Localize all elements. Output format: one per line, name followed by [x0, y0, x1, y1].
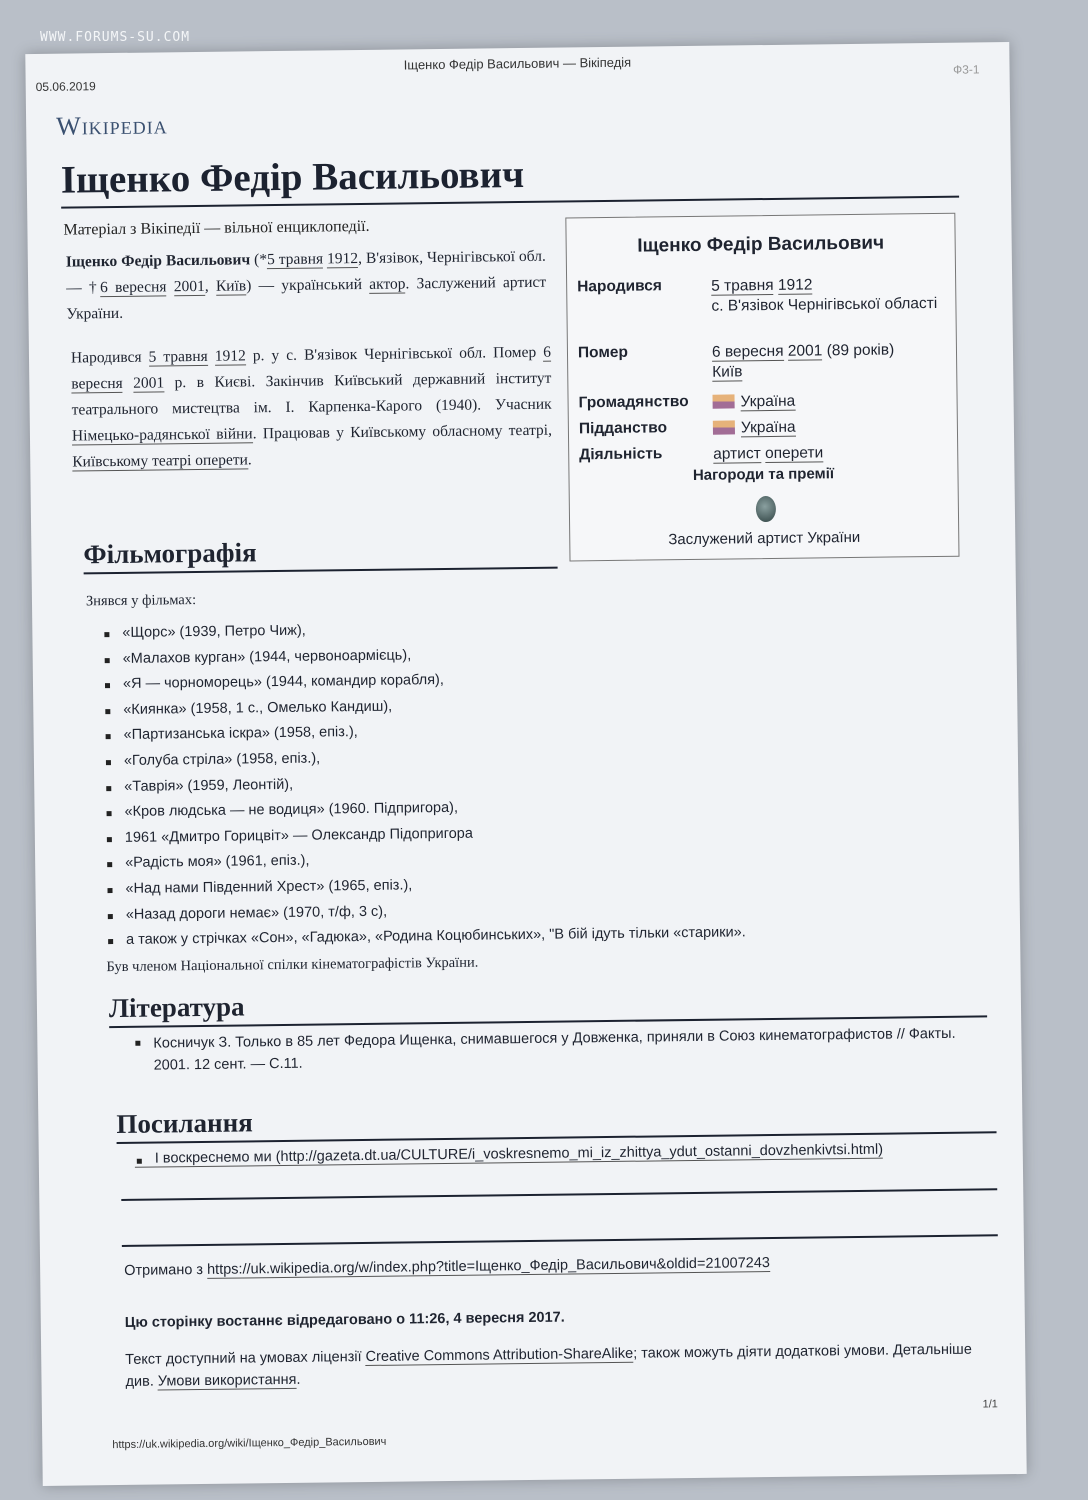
list-item: «Над нами Південний Хрест» (1965, епіз.),: [105, 872, 885, 907]
awards-label: Нагороди та премії: [692, 465, 835, 484]
death-year-link[interactable]: 2001: [173, 277, 205, 296]
death-place-link[interactable]: Київ: [215, 277, 247, 295]
retrieved-label: Отримано з: [124, 1261, 208, 1279]
literature-item: Косничук З. Только в 85 лет Федора Ищенка, снимавшегося у Довженка, приняли в Союз кинематографистов // Факты. 2001. 12 сент. — С.11.: [133, 1023, 973, 1077]
filmography-list: [102, 616, 886, 958]
watermark: WWW.FORUMS-SU.COM: [40, 30, 191, 45]
list-item: «Назад дороги немає» (1970, т/ф, 3 с),: [106, 897, 886, 932]
medal-icon: [756, 496, 776, 522]
bio-text: р. у с. В'язівок Чернігівської обл. Помер: [245, 343, 544, 365]
tagline: Матеріал з Вікіпедії — вільної енциклопедії.: [63, 217, 370, 239]
list-item: а також у стрічках «Сон», «Гадюка», «Родина Коцюбинських», "В бій ідуть тільки «старики».: [106, 923, 886, 958]
list-item: «Я — чорноморець» (1944, командир корабля),: [103, 667, 883, 702]
war-link[interactable]: Німецько-радянської війни: [71, 425, 253, 445]
activity-link-artist[interactable]: артист: [713, 445, 761, 463]
list-item: «Партизанська іскра» (1958, епіз.),: [104, 718, 884, 753]
page-title: Іщенко Федір Васильович: [61, 147, 960, 209]
death-day-link[interactable]: 6 вересня: [71, 343, 552, 393]
list-item: 1961 «Дмитро Горицвіт» — Олександр Підопригора: [105, 820, 885, 855]
terms-link[interactable]: Умови використання: [157, 1371, 297, 1390]
bio-text: Народився: [70, 348, 149, 367]
list-item: «Кров людська — не водиця» (1960. Підпригора),: [104, 795, 884, 830]
died-label: Помер: [577, 343, 629, 362]
list-item: «Голуба стріла» (1958, епіз.),: [104, 744, 884, 779]
flag-icon: [713, 394, 735, 408]
flag-icon: [713, 420, 735, 434]
bio-text: .: [247, 451, 252, 469]
divider: [122, 1234, 998, 1247]
bio-text: . Працював у Київському обласному театрі,: [252, 421, 553, 443]
footer-url: https://uk.wikipedia.org/wiki/Іщенко_Федір_Васильович: [112, 1435, 387, 1452]
license-part: .: [296, 1371, 301, 1388]
membership-note: Був членом Національної спілки кінематографістів України.: [106, 954, 479, 976]
born-place: с. В'язівок Чернігівської області: [711, 294, 938, 315]
page-number: 1/1: [982, 1398, 998, 1411]
list-item: «Киянка» (1958, 1 с., Омелько Кандиш),: [103, 692, 883, 727]
bio-text: р. в Києві. Закінчив Київський державний інститут театрального мистецтва ім. І. Карпенка-Карого (1940). Учасник: [71, 369, 552, 419]
intro-text: (*: [250, 251, 268, 269]
print-header-title: Іщенко Федір Васильович — Вікіпедія: [403, 54, 632, 73]
born-label: Народився: [577, 277, 663, 296]
born-day-link[interactable]: 5 травня: [711, 276, 774, 295]
filmography-heading: Фільмографія: [83, 534, 557, 575]
award-name: Заслужений артист України: [668, 528, 861, 549]
infobox: [565, 213, 959, 562]
born-year-link[interactable]: 1912: [777, 276, 813, 294]
birth-year-link[interactable]: 1912: [214, 347, 246, 365]
list-item: «Радість моя» (1961, епіз.),: [105, 846, 885, 881]
died-age: (89 років): [822, 341, 895, 360]
intro-paragraph: Іщенко Федір Васильович (*5 травня 1912, В'язівок, Чернігівської обл. — †6 вересня 2001, Київ) — український актор. Заслужений артист України.: [65, 247, 547, 323]
subject-link[interactable]: Україна: [740, 418, 796, 437]
print-header-date: 05.06.2019: [35, 79, 96, 94]
filmography-intro: Знявся у фільмах:: [85, 592, 197, 610]
license-text: [125, 1338, 995, 1393]
literature-heading: Література: [109, 982, 987, 1028]
external-link[interactable]: І воскреснемо ми (http://gazeta.dt.ua/CULTURE/i_voskresnemo_mi_iz_zhittya_ydut_ostanni_dovzhenkivtsi.html): [135, 1142, 883, 1168]
links-heading: Посилання: [116, 1098, 996, 1144]
citizenship-label: Громадянство: [578, 392, 689, 412]
birth-day-link[interactable]: 5 травня: [266, 250, 324, 269]
divider: [121, 1188, 997, 1201]
subject-name: Іщенко Федір Васильович: [65, 251, 251, 271]
printed-page: [25, 42, 1026, 1486]
handwritten-mark: Ф3-1: [952, 62, 980, 77]
birth-year-link[interactable]: 1912: [327, 250, 359, 268]
last-edited: Цю сторінку востаннє відредаговано о 11:26, 4 вересня 2017.: [124, 1309, 565, 1331]
list-item: «Таврія» (1959, Леонтій),: [104, 769, 884, 804]
theatre-link[interactable]: Київському театрі оперети: [72, 451, 248, 471]
retrieved-url-link[interactable]: https://uk.wikipedia.org/w/index.php?title=Іщенко_Федір_Васильович&oldid=21007243: [206, 1255, 771, 1278]
license-part: Текст доступний на умовах ліцензії: [125, 1349, 366, 1368]
intro-text: . Заслужений артист України.: [66, 273, 547, 323]
subject-label: Підданство: [578, 419, 668, 438]
intro-text: ) — український: [246, 275, 370, 295]
list-item: «Щорс» (1939, Петро Чиж),: [102, 616, 882, 651]
wikipedia-logo: Wikipedia: [55, 110, 168, 141]
citizenship-link[interactable]: Україна: [740, 392, 796, 411]
list-item: «Малахов курган» (1944, червоноармієць),: [103, 641, 883, 676]
activity-link-operetta[interactable]: оперети: [764, 444, 824, 463]
death-day-link[interactable]: 6 вересня: [99, 278, 167, 297]
retrieved-from: [124, 1255, 770, 1279]
activity-label: Діяльність: [579, 445, 663, 464]
biography-paragraph: [71, 340, 553, 476]
infobox-title: Іщенко Федір Васильович: [637, 232, 885, 257]
license-link[interactable]: Creative Commons Attribution-ShareAlike: [365, 1345, 634, 1366]
license-part: ; також можуть діяти додаткові умови. Детальніше див.: [125, 1341, 972, 1390]
birth-day-link[interactable]: 5 травня: [148, 347, 208, 366]
intro-text: , В'язівок, Чернігівської обл. — †: [66, 247, 546, 297]
died-year-link[interactable]: 2001: [787, 342, 823, 360]
profession-link[interactable]: актор: [369, 275, 406, 293]
death-year-link[interactable]: 2001: [133, 374, 165, 392]
died-place-link[interactable]: Київ: [712, 363, 743, 381]
died-day-link[interactable]: 6 вересня: [711, 342, 784, 361]
